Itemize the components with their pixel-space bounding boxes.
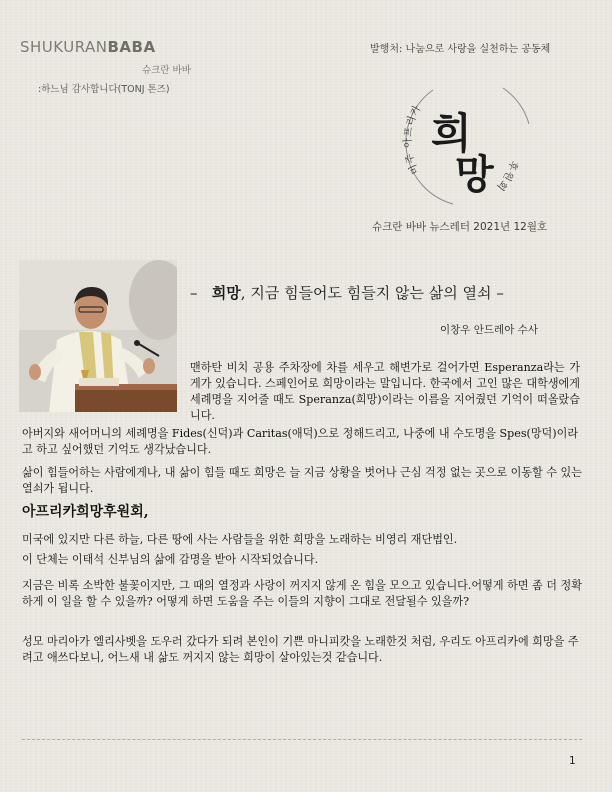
logo-arc-left: 미주 아프리카 [402,103,424,176]
logo-char-1: 희 [431,109,472,158]
article-title [190,282,504,303]
brand-subtitle: 슈크란 바바 [142,65,191,76]
title-dash-right: – [496,284,504,302]
logo-char-2: 망 [455,151,494,198]
section-heading: 아프리카희망후원회, [22,504,149,520]
title-rest: , 지금 힘들어도 힘들지 않는 삶의 열쇠 [240,284,492,302]
brand-name: SHUKURANBABA [20,38,156,56]
paragraph-8: 성모 마리아가 엘리사벳을 도우러 갔다가 되려 본인이 기쁜 마니피캇을 노래한것 처럼, 우리도 아프리카에 희망을 주려고 애쓰다보니, 어느새 내 삶도 꺼지지 않는 희망이 살아있는것 같습니다. [22,635,579,664]
logo-arc-right: 후원회 [493,159,519,193]
paragraph-7: 지금은 비록 소박한 불꽃이지만, 그 때의 열정과 사랑이 꺼지지 않게 온 힘을 모으고 있습니다.어떻게 하면 좀 더 정확하게 이 일을 할 수 있을까? 어떻게 하면 도움을 주는 이들의 지향이 그대로 전달될수 있을까? [22,579,582,608]
newsletter-info: 슈크란 바바 뉴스레터 2021년 12월호 [372,221,548,233]
footer-divider [22,739,582,740]
title-dash-left: – [190,284,198,302]
article-author: 이창우 안드레아 수사 [440,324,538,336]
page-number: 1 [569,755,576,767]
hope-logo [393,64,543,214]
paragraph-2: 아버지와 새어머니의 세례명을 Fides(신덕)과 Caritas(애덕)으로 정해드리고, 나중에 내 수도명을 Spes(망덕)이라고 하고 싶어했던 기억도 생각났습니다. [22,427,579,456]
paragraph-3: 삶이 힘들어하는 사람에게나, 내 삶이 힘들 때도 희망은 늘 지금 상황을 벗어나 근심 걱정 없는 곳으로 이동할 수 있는 열쇠가 됩니다. [22,466,582,495]
paragraph-5: 미국에 있지만 다른 하늘, 다른 땅에 사는 사람들을 위한 희망을 노래하는 비영리 재단법인. [22,533,458,546]
publisher-line: 발행처: 나눔으로 사랑을 실천하는 공동체 [370,44,551,55]
priest-photo [19,260,177,412]
svg-text:미주 아프리카 [401,102,424,176]
paragraph-1: 맨하탄 비치 공용 주차장에 차를 세우고 해변가로 걸어가면 Esperanza라는 가게가 있습니다. 스페인어로 희망이라는 말입니다. 한국에서 고인 많은 대학생에게 세례명을 지어줄 때도 Speranza(희망)이라는 이름을 지어줬던 기억이 떠올랐습니다. [190,361,580,422]
title-highlight: 희망 [211,284,241,302]
svg-text:후원회 [494,159,521,194]
paragraph-6: 이 단체는 이태석 신부님의 삶에 감명을 받아 시작되었습니다. [22,553,319,566]
brand-thanks: :하느님 감사합니다(TONJ 톤즈) [38,84,170,95]
